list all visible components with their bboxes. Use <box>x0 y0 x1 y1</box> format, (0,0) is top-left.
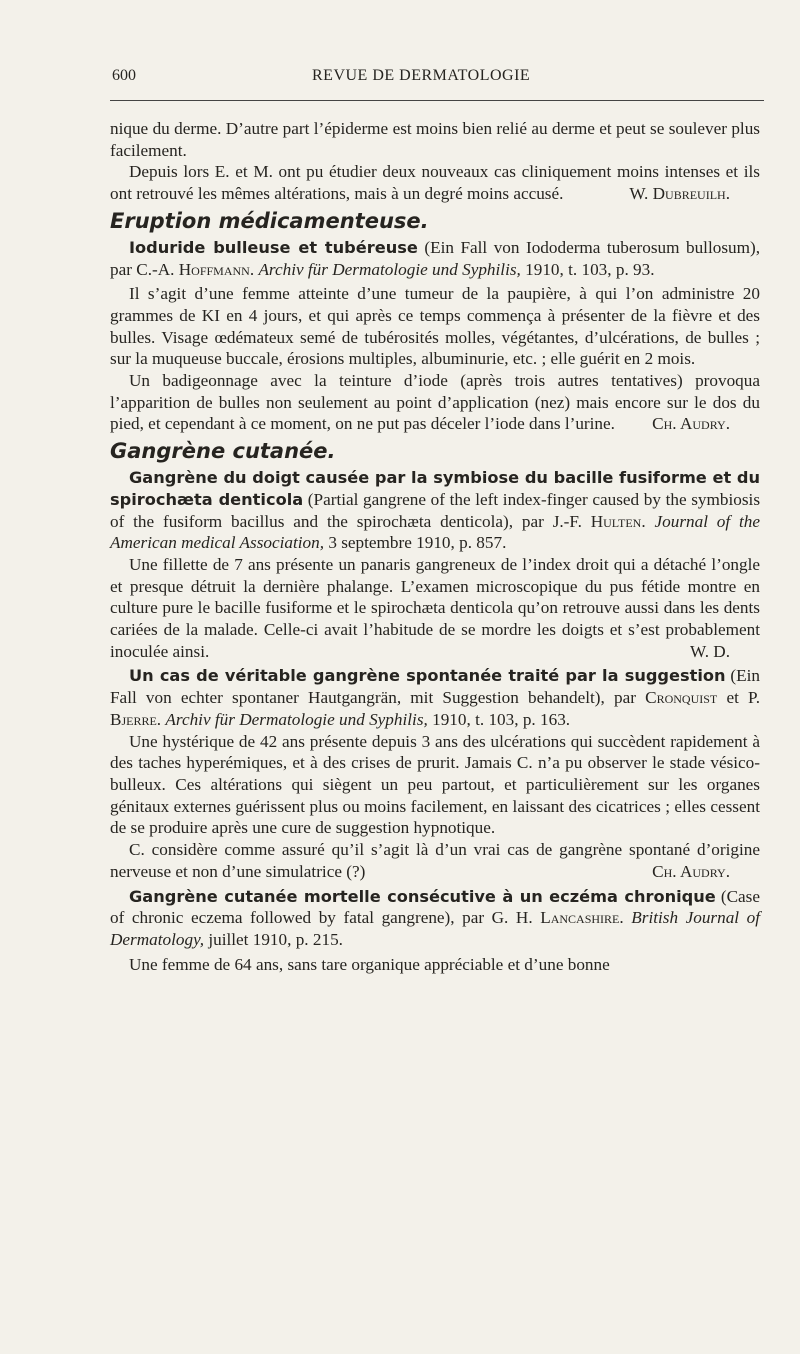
page-number: 600 <box>112 67 136 84</box>
article-reference: Gangrène du doigt causée par la symbiose du bacille fusiforme et du spirochæta denticola (Partial gangrene of the left index-finger caused by the symbiosis of the fusiform bacillus and the spirochæta denticola), par J.-F. Hulten. Journal of the American medical Association, 3 septembre 1910, p. 857. <box>110 468 761 553</box>
section-heading: Eruption médicamenteuse. <box>110 208 429 233</box>
author: Lancashire. <box>540 908 624 928</box>
article-reference: Gangrène cutanée mortelle consécutive à un eczéma chronique (Case of chronic eczema followed by fatal gangrene), par G. H. Lancashire. British Journal of Dermatology, juillet 1910, p. 215. <box>110 886 761 949</box>
paragraph: Un badigeonnage avec la teinture d’iode (après trois autres tentatives) provoqua l’apparition de bulles non seulement au point d’application (nez) mais encore sur le dos du pied, et cependant à ce moment, on ne put pas déceler l’iode dans l’urine. Ch. Audry. <box>110 371 760 434</box>
article-reference: Un cas de véritable gangrène spontanée traité par la suggestion (Ein Fall von echter spontaner Hautgangrän, mit Suggestion behandelt), par Cronquist et P. Bjerre. Archiv für Dermatologie und Syphilis, 1910, t. 103, p. 163. <box>110 666 760 729</box>
journal-name: Archiv für Dermatologie und Syphilis, <box>258 259 521 279</box>
article-title: Gangrène du doigt causée par la symbiose du bacille fusiforme et du spirochæta denticola <box>110 468 760 509</box>
section-heading: Gangrène cutanée. <box>110 439 336 464</box>
paragraph: Une femme de 64 ans, sans tare organique appréciable et d’une bonne <box>129 954 610 974</box>
author: Cronquist <box>645 688 718 708</box>
signature: W. Dubreuilh. <box>629 184 730 204</box>
signature: W. D. <box>690 641 730 661</box>
running-title: REVUE DE DERMATOLOGIE <box>312 67 531 84</box>
journal-name: Journal of the American medical Association, <box>110 511 760 553</box>
paragraph: nique du derme. D’autre part l’épiderme est moins bien relié au derme et peut se soulever plus facilement. <box>110 119 760 160</box>
journal-name: Archiv für Dermatologie und Syphilis, <box>165 709 428 729</box>
journal-name: British Journal of Dermatology, <box>110 908 761 949</box>
author: C.-A. Hoffmann. <box>136 259 255 279</box>
paragraph: C. considère comme assuré qu’il s’agit là d’un vrai cas de gangrène spontané d’origine nerveuse et non d’une simulatrice (?) Ch. Audry. <box>110 840 760 881</box>
article-title: Gangrène cutanée mortelle consécutive à un eczéma chronique <box>129 886 716 906</box>
body-text <box>110 118 760 975</box>
paragraph: Une fillette de 7 ans présente un panaris gangreneux de l’index droit qui a détaché l’ongle et presque détruit la dernière phalange. L’examen microscopique du pus fétide montre en culture pure le bacille fusiforme et le spirochæta denticola qu’on retrouve aussi dans les dents cariées de la malade. Celle-ci avait l’habitude de se mordre les doigts et s’est probablement inoculée ainsi. W. D. <box>110 554 760 661</box>
article-title: Ioduride bulleuse et tubéreuse <box>129 237 418 257</box>
signature: Ch. Audry. <box>652 414 730 434</box>
header-rule <box>110 100 764 101</box>
paragraph: Il s’agit d’une femme atteinte d’une tumeur de la paupière, à qui l’on administre 20 grammes de KI en 4 jours, et qui après ce temps commença à présenter de la fièvre et des bulles. Visage œdémateux semé de tubérosités molles, végétantes, d’ulcérations, de bulles ; sur la muqueuse buccale, érosions multiples, albuminurie, etc. ; elle guérit en 2 mois. <box>110 284 760 369</box>
paragraph: Une hystérique de 42 ans présente depuis 3 ans des ulcérations qui succèdent rapidement à des taches hyperémiques, et à des crises de prurit. Jamais C. n’a pu observer le stade vésico-bulleux. Ces altérations qui siègent un peu partout, et particulièrement sur les organes génitaux externes guérissent plus ou moins facilement, en laissant des cicatrices ; elles cessent de se produire après une cure de suggestion hypnotique. <box>110 731 760 838</box>
author: Bjerre. <box>110 709 162 729</box>
signature: Ch. Audry. <box>652 861 730 881</box>
article-title: Un cas de véritable gangrène spontanée traité par la suggestion <box>129 666 726 686</box>
author: Hulten. <box>590 511 646 531</box>
paragraph: Depuis lors E. et M. ont pu étudier deux nouveaux cas cliniquement moins intenses et ils ont retrouvé les mêmes altérations, mais à un degré moins accusé. W. Dubreuilh. <box>110 162 760 204</box>
article-reference: Ioduride bulleuse et tubéreuse (Ein Fall von Iododerma tuberosum bullosum), par C.-A. Hoffmann. Archiv für Dermatologie und Syphilis, 1910, t. 103, p. 93. <box>110 237 761 279</box>
